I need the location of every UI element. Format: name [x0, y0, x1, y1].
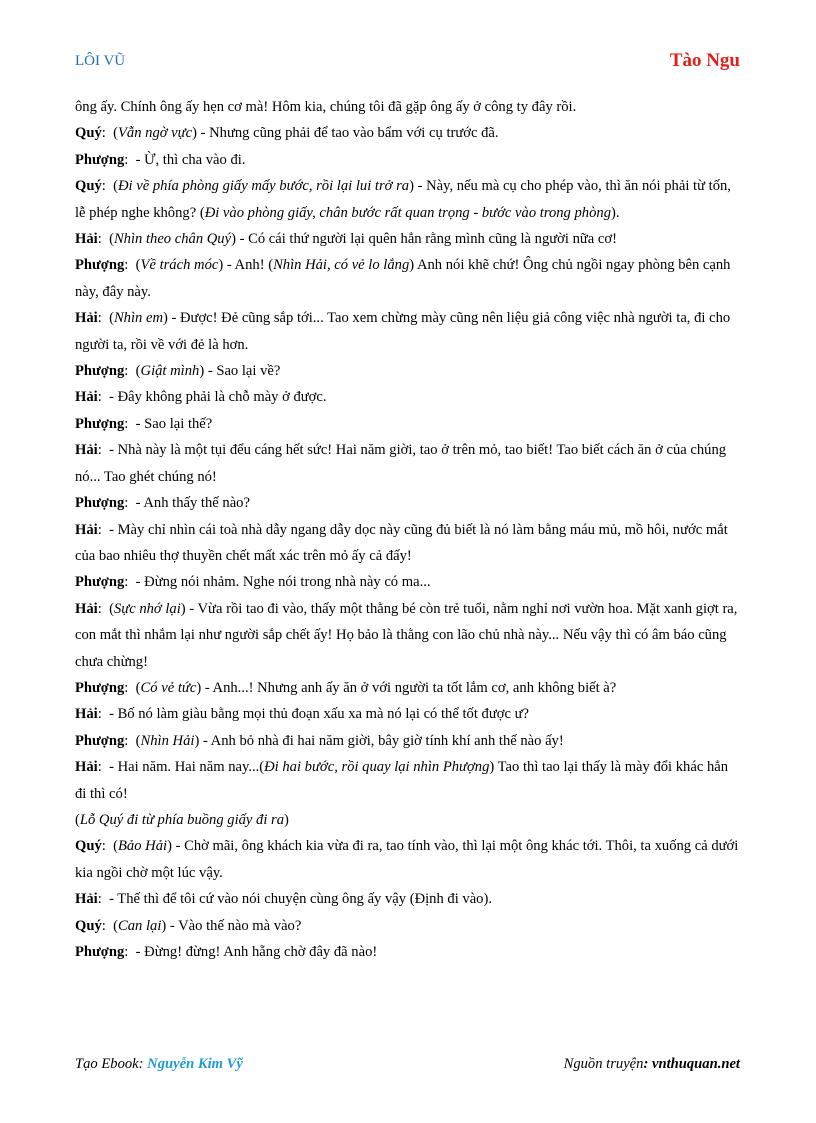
- dialogue-text: (: [113, 838, 118, 855]
- dialogue-line: [75, 384, 743, 410]
- speaker-name: Hải: [75, 706, 98, 723]
- stage-direction: Giật mình: [140, 363, 200, 380]
- speaker-separator: :: [124, 415, 136, 432]
- stage-direction: Nhìn Hải: [140, 732, 195, 749]
- stage-direction: Nhìn em: [113, 310, 163, 327]
- speaker-separator: :: [101, 917, 114, 934]
- dialogue-text: (: [135, 679, 141, 696]
- speaker-separator: :: [124, 363, 136, 380]
- dialogue-text: (: [113, 125, 118, 142]
- dialogue-text: ) - Này, nếu mà cụ cho phép vào, thì ăn nói phải từ tốn, lễ phép nghe không? (: [75, 178, 731, 221]
- stage-direction: Đi vào phòng giấy, chân bước rất quan trọng - bước vào trong phòng: [204, 204, 611, 221]
- speaker-name: Phượng: [75, 495, 125, 512]
- dialogue-text: (: [109, 231, 114, 248]
- speaker-name: Hải: [75, 891, 98, 908]
- dialogue-line: [75, 437, 743, 490]
- speaker-name: Phượng: [75, 679, 125, 696]
- dialogue-line: [75, 728, 743, 754]
- book-title: Tào Ngu: [669, 50, 740, 71]
- stage-direction: Nhìn theo chân Quý: [113, 231, 232, 248]
- speaker-separator: :: [97, 231, 110, 248]
- speaker-name: Hải: [75, 521, 98, 538]
- dialogue-line: [75, 569, 743, 595]
- stage-direction: Sực nhớ lại: [113, 600, 181, 617]
- dialogue-text: - Mày chỉ nhìn cái toà nhà dẫy ngang dẫy dọc này cũng đủ biết là nó làm bằng máu mủ, mồ hôi, nước mắt của bao nhiêu thợ thuyền chết mất xác trên mỏ ấy cả đấy!: [75, 521, 728, 564]
- dialogue-line: [75, 886, 743, 912]
- speaker-name: Phượng: [75, 257, 125, 274]
- dialogue-text: (: [109, 600, 114, 617]
- source-site: vnthuquan.net: [651, 1056, 740, 1072]
- dialogue-text: ) - Anh bỏ nhà đi hai năm giời, bây giờ tính khí anh thế nào ấy!: [194, 732, 564, 749]
- dialogue-text: - Bố nó làm giàu bằng mọi thủ đoạn xấu xa mà nó lại có thể tốt được ư?: [109, 706, 529, 723]
- speaker-name: Hải: [75, 442, 98, 459]
- speaker-separator: :: [124, 944, 136, 960]
- page-body: [75, 94, 743, 965]
- dialogue-line: [75, 913, 743, 939]
- dialogue-line: [75, 596, 743, 675]
- dialogue-line: [75, 252, 743, 305]
- speaker-name: Phượng: [75, 732, 125, 749]
- speaker-separator: :: [97, 891, 110, 908]
- dialogue-line: [75, 807, 743, 833]
- dialogue-text: - Thế thì để tôi cứ vào nói chuyện cùng ông ấy vậy (Định đi vào).: [109, 891, 492, 908]
- speaker-separator: :: [97, 310, 110, 327]
- dialogue-text: (: [135, 257, 141, 274]
- dialogue-text: - Anh thấy thế nào?: [135, 495, 250, 512]
- stage-direction: Đi hai bước, rồi quay lại nhìn Phượng: [264, 759, 490, 776]
- speaker-name: Quý: [75, 178, 102, 195]
- dialogue-text: ông ấy. Chính ông ấy hẹn cơ mà! Hôm kia, chúng tôi đã gặp ông ấy ở công ty đây rồi.: [75, 99, 577, 115]
- speaker-name: Quý: [75, 917, 102, 934]
- dialogue-text: ) - Có cái thứ người lại quên hẳn rằng mình cũng là người nữa cơ!: [231, 231, 617, 248]
- speaker-separator: :: [97, 442, 110, 459]
- author-name: LÔI VŨ: [75, 53, 126, 69]
- speaker-name: Phượng: [75, 415, 125, 432]
- speaker-name: Hải: [75, 231, 98, 248]
- dialogue-text: ) - Vào thế nào mà vào?: [161, 917, 302, 934]
- speaker-separator: :: [97, 759, 110, 776]
- speaker-separator: :: [97, 521, 110, 538]
- ebook-maker: Nguyễn Kim Vỹ: [147, 1056, 243, 1072]
- dialogue-text: ) - Anh...! Nhưng anh ấy ăn ở với người ta tốt lắm cơ, anh không biết à?: [196, 679, 617, 696]
- speaker-name: Hải: [75, 310, 98, 327]
- dialogue-line: [75, 939, 743, 965]
- dialogue-text: (: [109, 310, 114, 327]
- dialogue-text: ) - Anh! (: [218, 257, 274, 274]
- stage-direction: Can lại: [118, 917, 162, 934]
- speaker-separator: :: [97, 389, 110, 406]
- dialogue-text: ) - Nhưng cũng phải để tao vào bẩm với cụ trước đã.: [192, 125, 499, 142]
- speaker-name: Quý: [75, 125, 102, 142]
- stage-direction: Có vẻ tức: [140, 679, 197, 696]
- speaker-name: Hải: [75, 389, 98, 406]
- dialogue-line: [75, 94, 743, 120]
- speaker-name: Phượng: [75, 151, 125, 168]
- dialogue-line: [75, 358, 743, 384]
- speaker-separator: :: [124, 679, 136, 696]
- speaker-separator: :: [97, 600, 110, 617]
- dialogue-text: - Nhà này là một tụi đểu cáng hết sức! Hai năm giời, tao ở trên mỏ, tao biết! Tao biết cách ăn ở của chúng nó... Tao ghét chúng nó!: [75, 442, 727, 485]
- dialogue-line: [75, 411, 743, 437]
- page-footer: [75, 1056, 740, 1076]
- speaker-separator: :: [124, 151, 136, 168]
- dialogue-text: ) - Sao lại về?: [199, 363, 281, 380]
- speaker-separator: :: [124, 495, 136, 512]
- dialogue-text: - Hai năm. Hai năm nay...(: [109, 759, 265, 776]
- speaker-name: Hải: [75, 759, 98, 776]
- dialogue-text: - Đừng! đừng! Anh hẵng chờ đây đã nào!: [135, 944, 378, 960]
- dialogue-line: [75, 147, 743, 173]
- stage-direction: Đi về phía phòng giấy mấy bước, rồi lại lui trở ra: [118, 178, 410, 195]
- dialogue-text: ): [284, 811, 289, 828]
- source-credit-label: Nguồn truyện: [563, 1056, 644, 1072]
- dialogue-line: [75, 490, 743, 516]
- speaker-separator: :: [101, 125, 114, 142]
- speaker-separator: :: [124, 732, 136, 749]
- stage-direction: Nhìn Hải, có vẻ lo lắng: [273, 257, 410, 274]
- dialogue-line: [75, 226, 743, 252]
- dialogue-line: [75, 833, 743, 886]
- dialogue-line: [75, 517, 743, 570]
- dialogue-text: ).: [611, 204, 620, 221]
- stage-direction: Về trách móc: [140, 257, 219, 274]
- dialogue-text: (: [135, 363, 141, 380]
- dialogue-text: ) - Vừa rồi tao đi vào, thấy một thằng bé còn trẻ tuổi, nằm nghỉ nơi vườn hoa. Mặt xanh giợt ra, con mắt thì nhắm lại như người sắp chết ấy! Họ bảo là thằng con lão chủ nhà này... Nếu vậy thì có âm báo cũng chưa chừng!: [75, 600, 738, 670]
- speaker-separator: :: [124, 257, 136, 274]
- dialogue-text: (: [75, 811, 80, 828]
- speaker-name: Hải: [75, 600, 98, 617]
- dialogue-text: ) Tao thì tao lại thấy là mày đổi khác hẳn đi thì có!: [75, 759, 729, 802]
- dialogue-text: (: [113, 917, 118, 934]
- dialogue-text: - Sao lại thế?: [135, 415, 213, 432]
- dialogue-text: - Đừng nói nhảm. Nghe nói trong nhà này có ma...: [135, 574, 431, 591]
- ebook-credit: Tạo Ebook: Nguyễn Kim Vỹ: [75, 1056, 243, 1072]
- speaker-name: Phượng: [75, 944, 125, 960]
- ebook-credit-label: Tạo Ebook: [75, 1056, 139, 1072]
- dialogue-line: [75, 120, 743, 146]
- speaker-separator: :: [124, 574, 136, 591]
- dialogue-text: (: [135, 732, 141, 749]
- speaker-separator: :: [97, 706, 110, 723]
- dialogue-line: [75, 701, 743, 727]
- stage-direction: Lỗ Quý đi từ phía buồng giấy đi ra: [79, 811, 285, 828]
- speaker-name: Quý: [75, 838, 102, 855]
- dialogue-text: ) Anh nói khẽ chứ! Ông chủ ngồi ngay phòng bên cạnh này, đây này.: [75, 257, 731, 300]
- stage-direction: Vẫn ngờ vực: [118, 125, 193, 142]
- dialogue-text: - Ừ, thì cha vào đi.: [135, 151, 246, 168]
- speaker-separator: :: [101, 838, 114, 855]
- dialogue-line: [75, 173, 743, 226]
- dialogue-line: [75, 675, 743, 701]
- dialogue-text: ) - Chờ mãi, ông khách kia vừa đi ra, tao tính vào, thì lại một ông khác tới. Thôi, ta xuống cả dưới kia ngồi chờ một lúc vậy.: [75, 838, 739, 881]
- dialogue-text: ) - Được! Đẻ cũng sắp tới... Tao xem chừng mày cũng nên liệu giả công việc nhà người ta, đi cho người ta, rồi về với đẻ là hơn.: [75, 310, 731, 353]
- dialogue-text: (: [113, 178, 118, 195]
- stage-direction: Bảo Hải: [118, 838, 168, 855]
- speaker-name: Phượng: [75, 574, 125, 591]
- page-header: [75, 50, 740, 76]
- dialogue-line: [75, 754, 743, 807]
- dialogue-text: - Đây không phải là chỗ mày ở được.: [109, 389, 327, 406]
- speaker-separator: :: [101, 178, 114, 195]
- speaker-name: Phượng: [75, 363, 125, 380]
- source-credit: Nguồn truyện: vnthuquan.net: [563, 1056, 740, 1072]
- dialogue-line: [75, 305, 743, 358]
